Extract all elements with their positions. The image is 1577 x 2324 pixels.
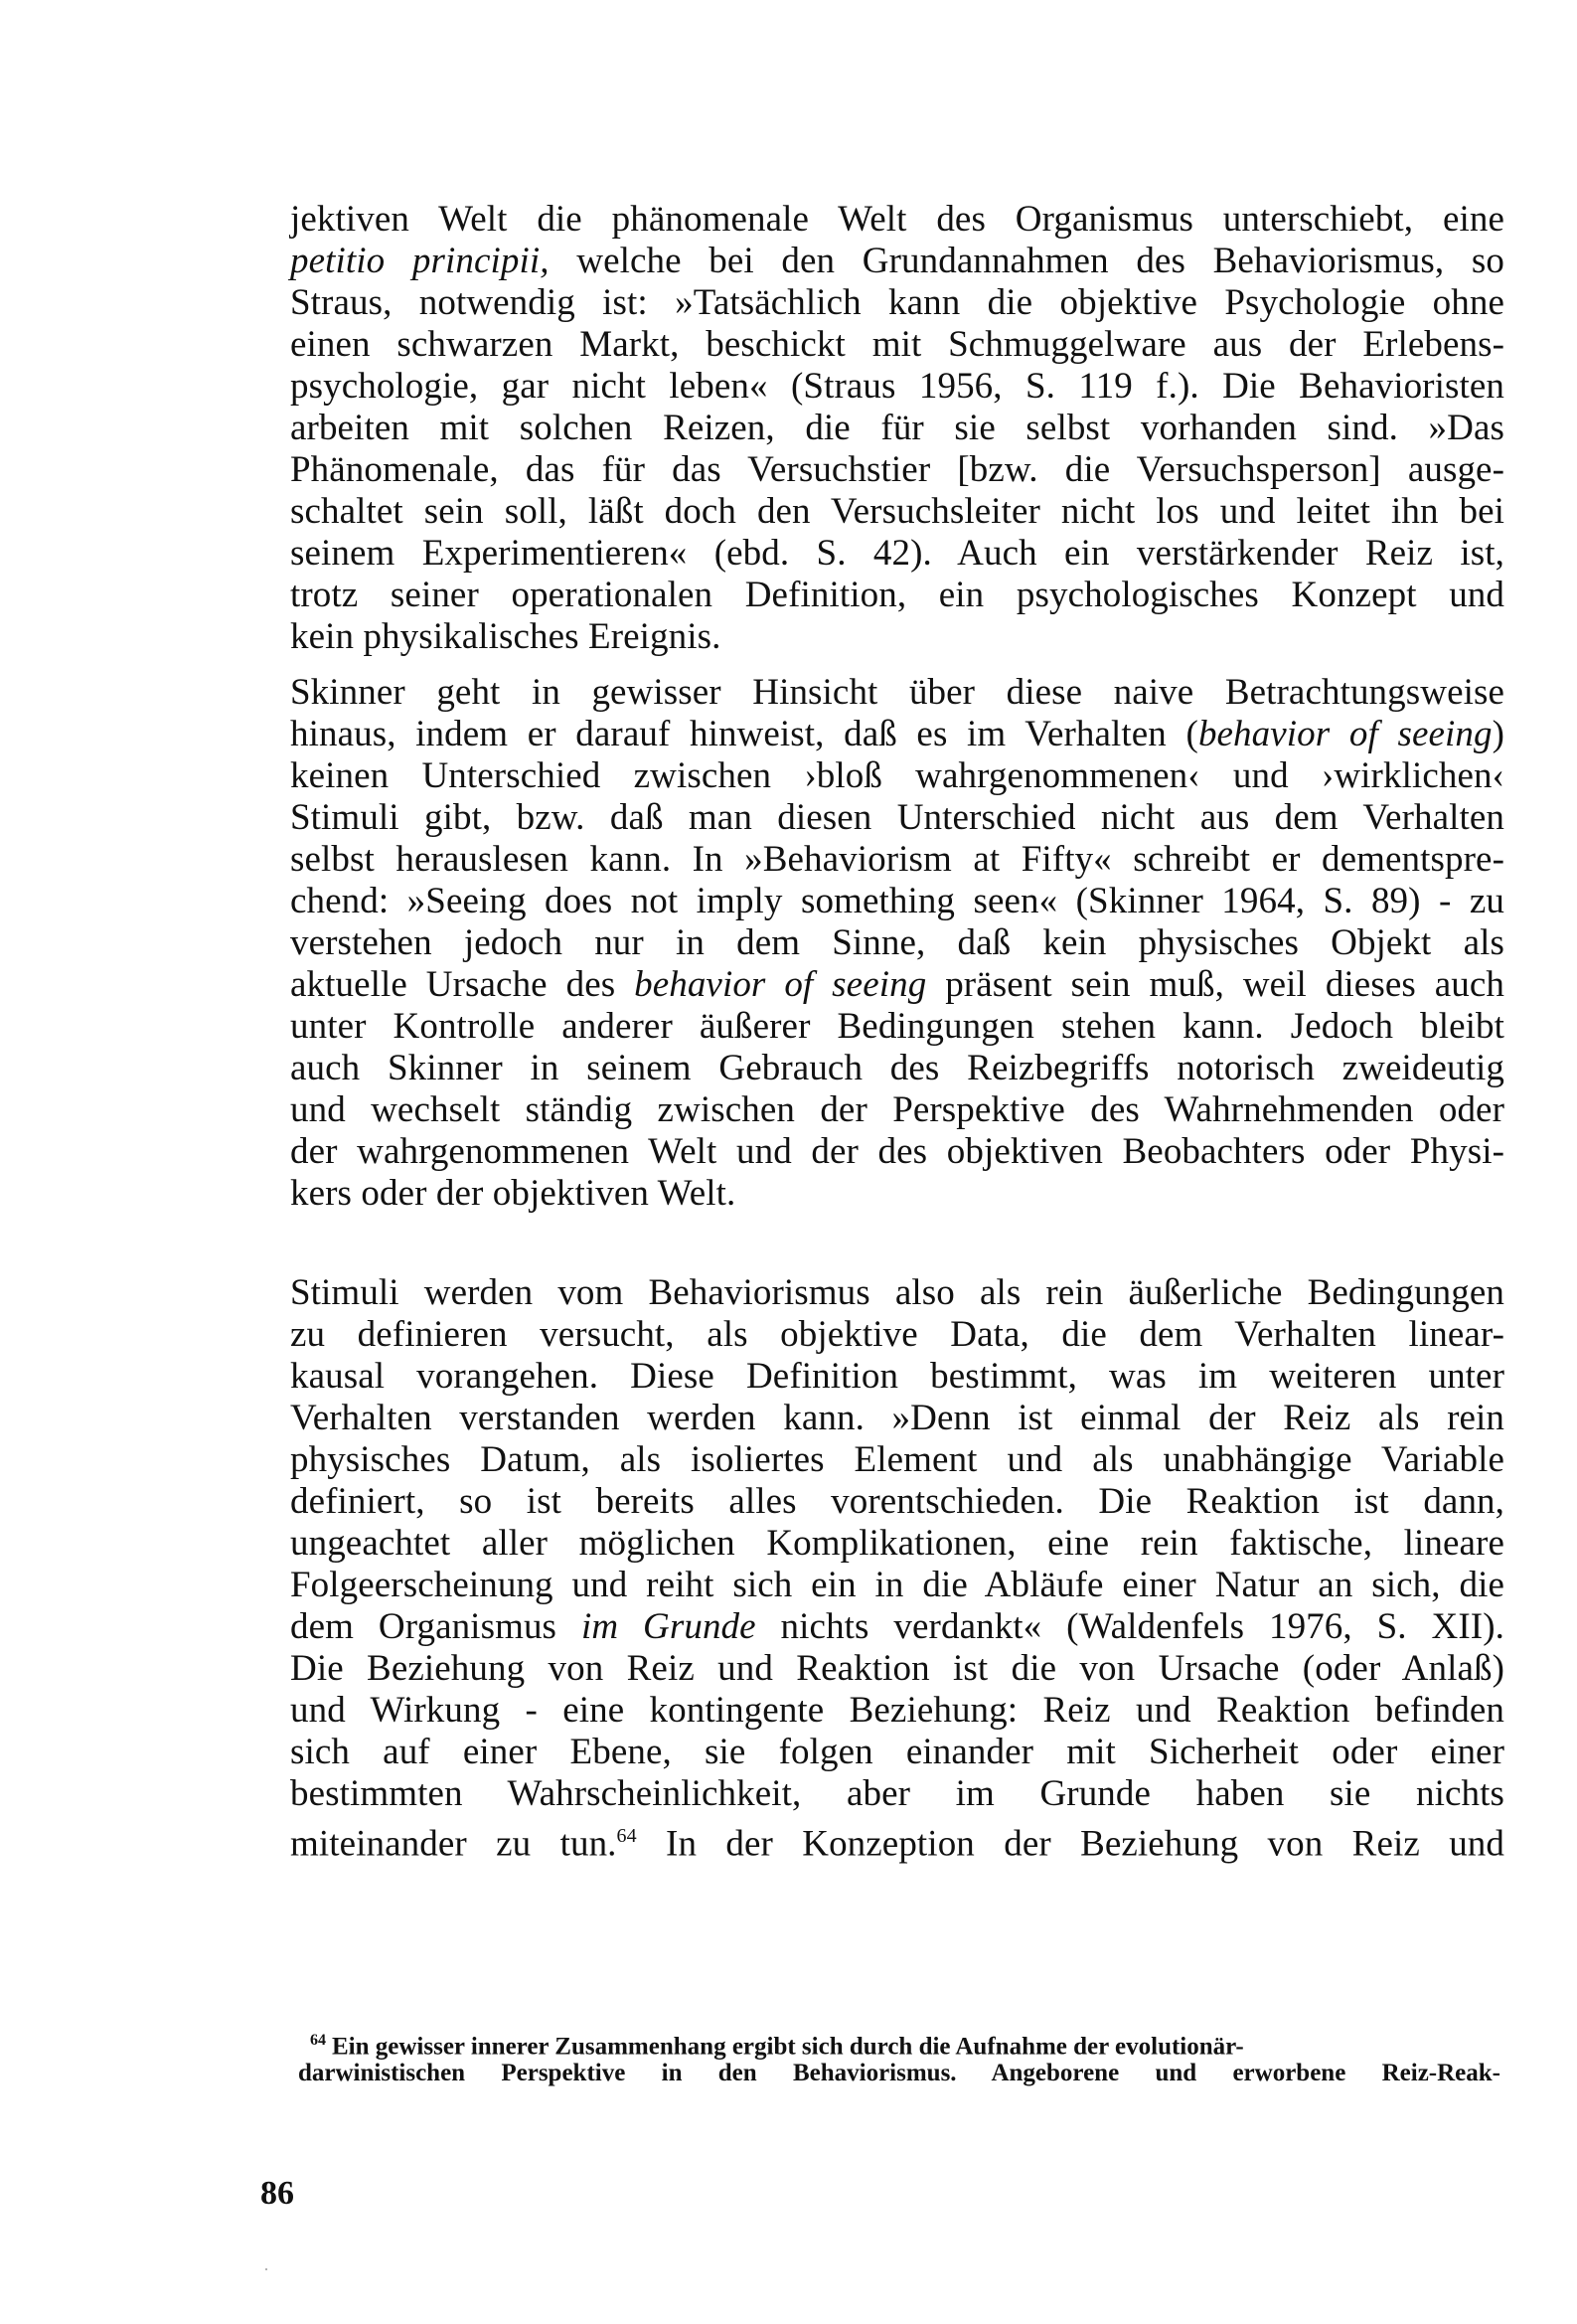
text-line: jektiven Welt die phänomenale Welt des Organismus unterschiebt, eine bbox=[290, 199, 1504, 240]
text-line: sich auf einer Ebene, sie folgen einander mit Sicherheit oder einer bbox=[290, 1732, 1504, 1772]
italic-term: behavior of seeing bbox=[1197, 714, 1493, 754]
text-line: Skinner geht in gewisser Hinsicht über diese naive Betrachtungsweise bbox=[290, 672, 1504, 713]
paragraph bbox=[290, 1272, 1504, 1865]
italic-term: behavior of seeing bbox=[634, 964, 927, 1005]
paragraph bbox=[290, 199, 1504, 658]
footnote bbox=[298, 2024, 1500, 2089]
text-line: schaltet sein soll, läßt doch den Versuchsleiter nicht los und leitet ihn bei bbox=[290, 491, 1504, 532]
text-line: verstehen jedoch nur in dem Sinne, daß kein physisches Objekt als bbox=[290, 922, 1504, 963]
text-fragment: In der Konzeption der Beziehung von Reiz und bbox=[636, 1823, 1504, 1865]
text-fragment: ) bbox=[1492, 714, 1504, 754]
text-fragment: welche bei den Grundannahmen des Behaviorismus, so bbox=[549, 241, 1504, 281]
text-line: unter Kontrolle anderer äußerer Bedingungen stehen kann. Jedoch bleibt bbox=[290, 1006, 1504, 1047]
text-line: kausal vorangehen. Diese Definition bestimmt, was im weiteren unter bbox=[290, 1356, 1504, 1397]
text-line: psychologie, gar nicht leben« (Straus 1956, S. 119 f.). Die Behavioristen bbox=[290, 366, 1504, 407]
text-line: seinem Experimentieren« (ebd. S. 42). Auch ein verstärkender Reiz ist, bbox=[290, 533, 1504, 574]
text-fragment: Ein gewisser innerer Zusammenhang ergibt sich durch die Aufnahme der evolutionär- bbox=[332, 2033, 1244, 2061]
text-line: zu definieren versucht, als objektive Data, die dem Verhalten linear- bbox=[290, 1314, 1504, 1355]
text-line: und wechselt ständig zwischen der Perspektive des Wahrnehmenden oder bbox=[290, 1089, 1504, 1130]
text-line bbox=[290, 714, 1504, 755]
page-number: 86 bbox=[260, 2175, 294, 2212]
text-fragment: nichts verdankt« (Waldenfels 1976, S. XII). bbox=[755, 1606, 1504, 1647]
text-line: auch Skinner in seinem Gebrauch des Reizbegriffs notorisch zweideutig bbox=[290, 1048, 1504, 1088]
text-line: selbst herauslesen kann. In »Behaviorism at Fifty« schreibt er dementspre- bbox=[290, 839, 1504, 880]
text-line: der wahrgenommenen Welt und der des objektiven Beobachters oder Physi- bbox=[290, 1131, 1504, 1172]
footnote-marker: 64 bbox=[310, 2032, 326, 2049]
text-fragment: miteinander zu tun. bbox=[290, 1823, 617, 1865]
text-line: chend: »Seeing does not imply something seen« (Skinner 1964, S. 89) - zu bbox=[290, 881, 1504, 921]
text-line: Folgeerscheinung und reiht sich ein in die Abläufe einer Natur an sich, die bbox=[290, 1565, 1504, 1605]
text-line: und Wirkung - eine kontingente Beziehung: Reiz und Reaktion befinden bbox=[290, 1690, 1504, 1731]
text-line: Verhalten verstanden werden kann. »Denn ist einmal der Reiz als rein bbox=[290, 1398, 1504, 1438]
paragraph bbox=[290, 672, 1504, 1215]
footnote-line: darwinistischen Perspektive in den Behaviorismus. Angeborene und erworbene Reiz-Reak- bbox=[298, 2060, 1500, 2086]
text-fragment: dem Organismus bbox=[290, 1606, 581, 1647]
text-line: definiert, so ist bereits alles vorentschieden. Die Reaktion ist dann, bbox=[290, 1481, 1504, 1522]
text-line: keinen Unterschied zwischen ›bloß wahrgenommenen‹ und ›wirklichen‹ bbox=[290, 755, 1504, 796]
italic-term: im Grunde bbox=[580, 1606, 756, 1647]
text-line: bestimmten Wahrscheinlichkeit, aber im Grunde haben sie nichts bbox=[290, 1773, 1504, 1814]
text-line bbox=[290, 1606, 1504, 1648]
text-line bbox=[290, 964, 1504, 1006]
text-line: kein physikalisches Ereignis. bbox=[290, 616, 721, 657]
text-line: physisches Datum, als isoliertes Element und als unabhängige Variable bbox=[290, 1439, 1504, 1480]
text-fragment: hinaus, indem er darauf hinweist, daß es im Verhalten ( bbox=[290, 714, 1198, 754]
footnote-reference[interactable]: 64 bbox=[616, 1825, 637, 1847]
text-line: trotz seiner operationalen Definition, ein psychologisches Konzept und bbox=[290, 575, 1504, 615]
text-line: Stimuli gibt, bzw. daß man diesen Unterschied nicht aus dem Verhalten bbox=[290, 797, 1504, 838]
text-line bbox=[290, 241, 1504, 282]
scan-speck bbox=[265, 2268, 267, 2270]
footnote-line bbox=[298, 2024, 1500, 2061]
text-line bbox=[290, 1815, 1504, 1865]
text-line: Stimuli werden vom Behaviorismus also als rein äußerliche Bedingungen bbox=[290, 1272, 1504, 1313]
text-fragment: aktuelle Ursache des bbox=[290, 964, 635, 1005]
italic-term: petitio principii, bbox=[290, 241, 550, 281]
text-line: einen schwarzen Markt, beschickt mit Schmuggelware aus der Erlebens- bbox=[290, 324, 1504, 365]
text-line: Die Beziehung von Reiz und Reaktion ist die von Ursache (oder Anlaß) bbox=[290, 1648, 1504, 1689]
text-line: Phänomenale, das für das Versuchstier [bzw. die Versuchsperson] ausge- bbox=[290, 449, 1504, 490]
text-fragment: präsent sein muß, weil dieses auch bbox=[926, 964, 1504, 1005]
text-line: arbeiten mit solchen Reizen, die für sie selbst vorhanden sind. »Das bbox=[290, 408, 1504, 448]
text-line: kers oder der objektiven Welt. bbox=[290, 1173, 736, 1214]
text-line: Straus, notwendig ist: »Tatsächlich kann die objektive Psychologie ohne bbox=[290, 282, 1504, 323]
text-line: ungeachtet aller möglichen Komplikationen, eine rein faktische, lineare bbox=[290, 1523, 1504, 1564]
